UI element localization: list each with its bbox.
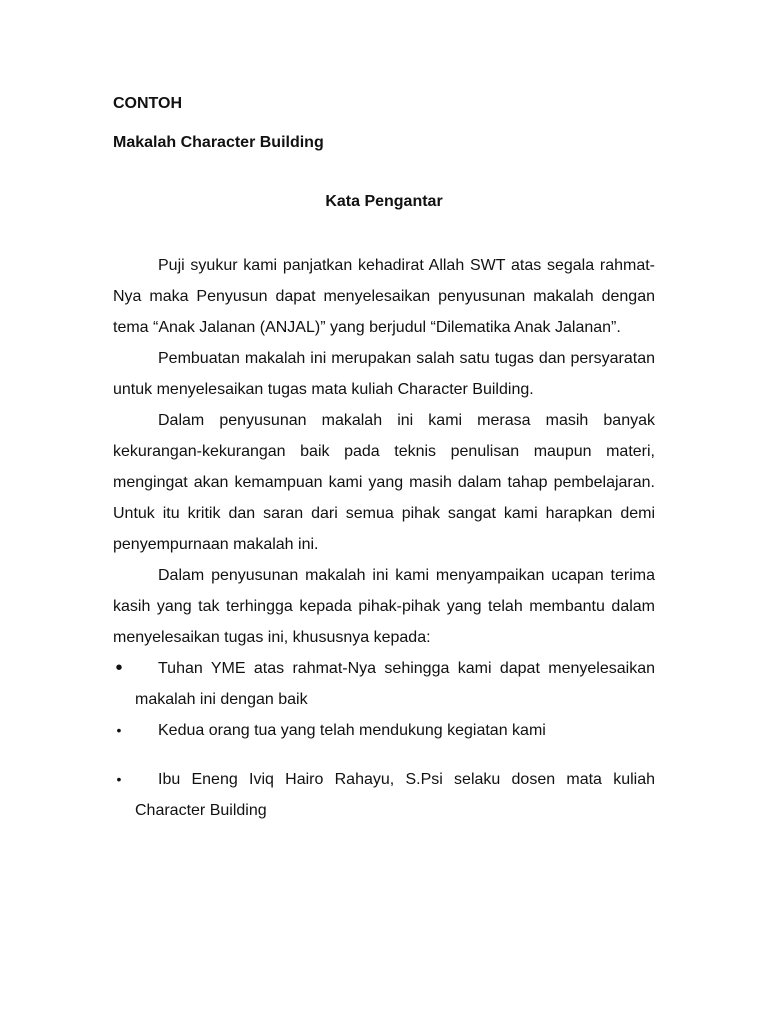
paragraph: Dalam penyusunan makalah ini kami menyampaikan ucapan terima kasih yang tak terhingga kepada pihak-pihak yang telah membantu dalam menyelesaikan tugas ini, khususnya kepada:: [113, 567, 655, 646]
paragraph: Dalam penyusunan makalah ini kami merasa masih banyak kekurangan-kekurangan baik pada teknis penulisan maupun materi, mengingat akan kemampuan kami yang masih dalam tahap pembelajaran. Untuk itu kritik dan saran dari semua pihak sangat kami harapkan demi penyempurnaan makalah ini.: [113, 412, 655, 553]
bullet-icon: •: [116, 722, 122, 738]
document-subtitle: Makalah Character Building: [113, 134, 324, 151]
paragraph: Puji syukur kami panjatkan kehadirat Allah SWT atas segala rahmat-Nya maka Penyusun dapat menyelesaikan penyusunan makalah dengan tema “Anak Jalanan (ANJAL)” yang berjudul “Dilematika Anak Jalanan”.: [113, 257, 655, 336]
list-item: [113, 764, 655, 826]
bullet-icon: •: [115, 657, 123, 679]
list-item: [113, 715, 655, 746]
bullet-icon: •: [116, 771, 122, 787]
document-label: CONTOH: [113, 95, 183, 112]
list-item-text: Kedua orang tua yang telah mendukung kegiatan kami: [158, 722, 546, 739]
paragraph: Pembuatan makalah ini merupakan salah satu tugas dan persyaratan untuk menyelesaikan tugas mata kuliah Character Building.: [113, 350, 655, 398]
acknowledgement-list: [113, 653, 655, 826]
document-title: Kata Pengantar: [325, 193, 443, 210]
list-item-text: Tuhan YME atas rahmat-Nya sehingga kami dapat menyelesaikan makalah ini dengan baik: [135, 660, 655, 708]
list-item: [113, 653, 655, 715]
document-body: [113, 250, 655, 826]
list-item-text: Ibu Eneng Iviq Hairo Rahayu, S.Psi selaku dosen mata kuliah Character Building: [135, 771, 655, 819]
